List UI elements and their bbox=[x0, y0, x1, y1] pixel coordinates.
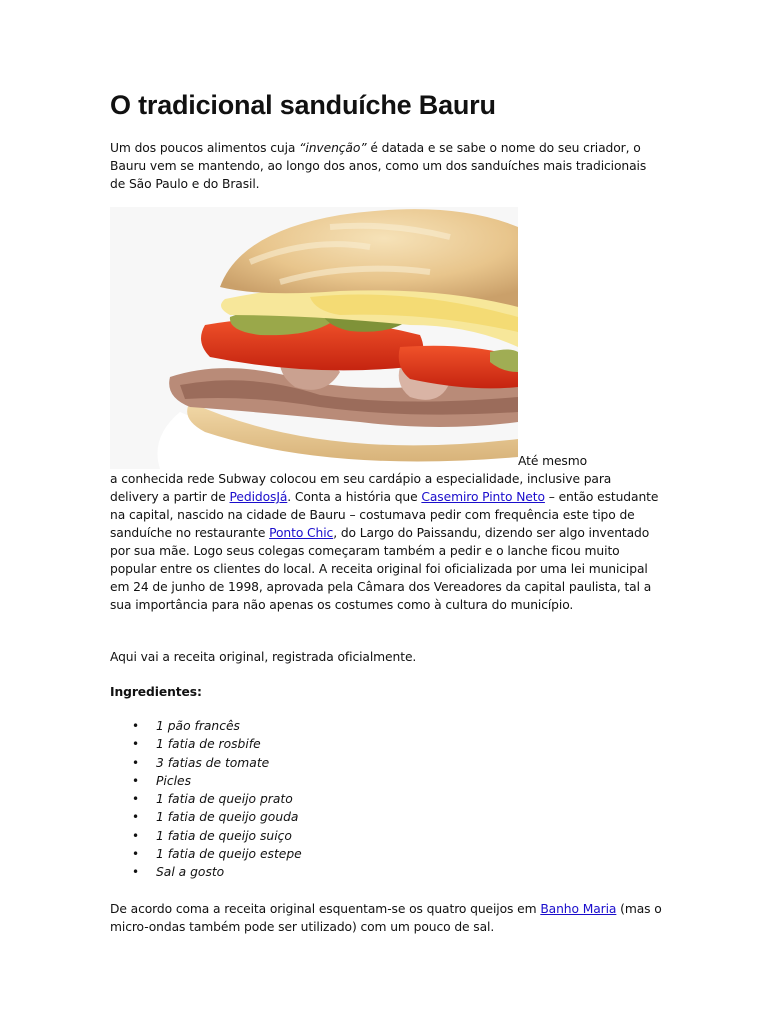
closing-text-end: (mas o micro-ondas também pode ser utilizado) com um pouco de sal. bbox=[110, 902, 662, 934]
bullet-icon: • bbox=[132, 810, 140, 825]
bullet-icon: • bbox=[132, 737, 140, 752]
story-paragraph bbox=[110, 470, 662, 614]
ingredient-text: 1 fatia de queijo estepe bbox=[156, 847, 302, 862]
story-lead-text: Até mesmo bbox=[518, 454, 588, 468]
ingredient-text: 1 fatia de queijo gouda bbox=[156, 810, 299, 825]
intro-text-end: é datada e se sabe o nome do seu criador, o Bauru vem se mantendo, ao longo dos anos, como um dos sanduíches mais tradicionais de São Paulo e do Brasil. bbox=[110, 141, 647, 191]
sandwich-photo bbox=[110, 207, 518, 469]
ingredient-item bbox=[110, 863, 302, 881]
bullet-icon: • bbox=[132, 828, 140, 843]
ingredients-list bbox=[110, 717, 302, 882]
ingredient-item bbox=[110, 845, 302, 863]
ingredient-item bbox=[110, 772, 302, 790]
ingredient-item bbox=[110, 827, 302, 845]
ingredient-item bbox=[110, 790, 302, 808]
bullet-icon: • bbox=[132, 719, 140, 733]
ingredient-text: 3 fatias de tomate bbox=[156, 755, 270, 770]
story-text-4: , do Largo do Paissandu, dizendo ser algo inventado por sua mãe. Logo seus colegas começaram também a pedir e o lanche ficou muito popular entre os clientes do local. A receita original foi oficializada por uma lei municipal em 24 de junho de 1998, aprovada pela Câmara dos Vereadores da capital paulista, tal a sua importância para não apenas os costumes como à cultura do município. bbox=[110, 526, 652, 612]
ingredient-item bbox=[110, 754, 302, 772]
article-title: O tradicional sanduíche Bauru bbox=[110, 90, 496, 120]
ingredient-text: 1 pão francês bbox=[156, 719, 240, 733]
ingredient-item bbox=[110, 717, 302, 735]
bullet-icon: • bbox=[132, 792, 140, 807]
ingredient-text: 1 fatia de rosbife bbox=[156, 737, 261, 752]
bullet-icon: • bbox=[132, 847, 140, 862]
ponto-chic-link[interactable]: Ponto Chic bbox=[269, 526, 334, 540]
casemiro-pinto-neto-link[interactable]: Casemiro Pinto Neto bbox=[421, 490, 545, 504]
bullet-icon: • bbox=[132, 755, 140, 770]
bullet-icon: • bbox=[132, 773, 140, 788]
ingredients-heading: Ingredientes: bbox=[110, 685, 202, 699]
banho-maria-link[interactable]: Banho Maria bbox=[540, 902, 617, 916]
ingredient-item bbox=[110, 808, 302, 826]
closing-paragraph bbox=[110, 900, 662, 936]
bullet-icon: • bbox=[132, 865, 140, 880]
story-text-2: . Conta a história que bbox=[287, 490, 422, 504]
ingredient-text: Picles bbox=[156, 773, 191, 788]
closing-text-start: De acordo coma a receita original esquentam-se os quatro queijos em bbox=[110, 902, 541, 916]
story-text-1: a conhecida rede Subway colocou em seu cardápio a especialidade, inclusive para delivery a partir de bbox=[110, 472, 612, 504]
pedidosja-link[interactable]: PedidosJá bbox=[229, 490, 288, 504]
intro-emphasis: “invenção” bbox=[299, 141, 367, 155]
intro-paragraph bbox=[110, 139, 662, 193]
ingredient-item bbox=[110, 735, 302, 753]
ingredient-text: 1 fatia de queijo suiço bbox=[156, 828, 292, 843]
recipe-note: Aqui vai a receita original, registrada oficialmente. bbox=[110, 650, 417, 664]
story-text-3: – então estudante na capital, nascido na cidade de Bauru – costumava pedir com frequência este tipo de sanduíche no restaurante bbox=[110, 490, 659, 540]
ingredient-text: 1 fatia de queijo prato bbox=[156, 792, 293, 807]
ingredient-text: Sal a gosto bbox=[156, 865, 225, 880]
intro-text-start: Um dos poucos alimentos cuja bbox=[110, 141, 300, 155]
